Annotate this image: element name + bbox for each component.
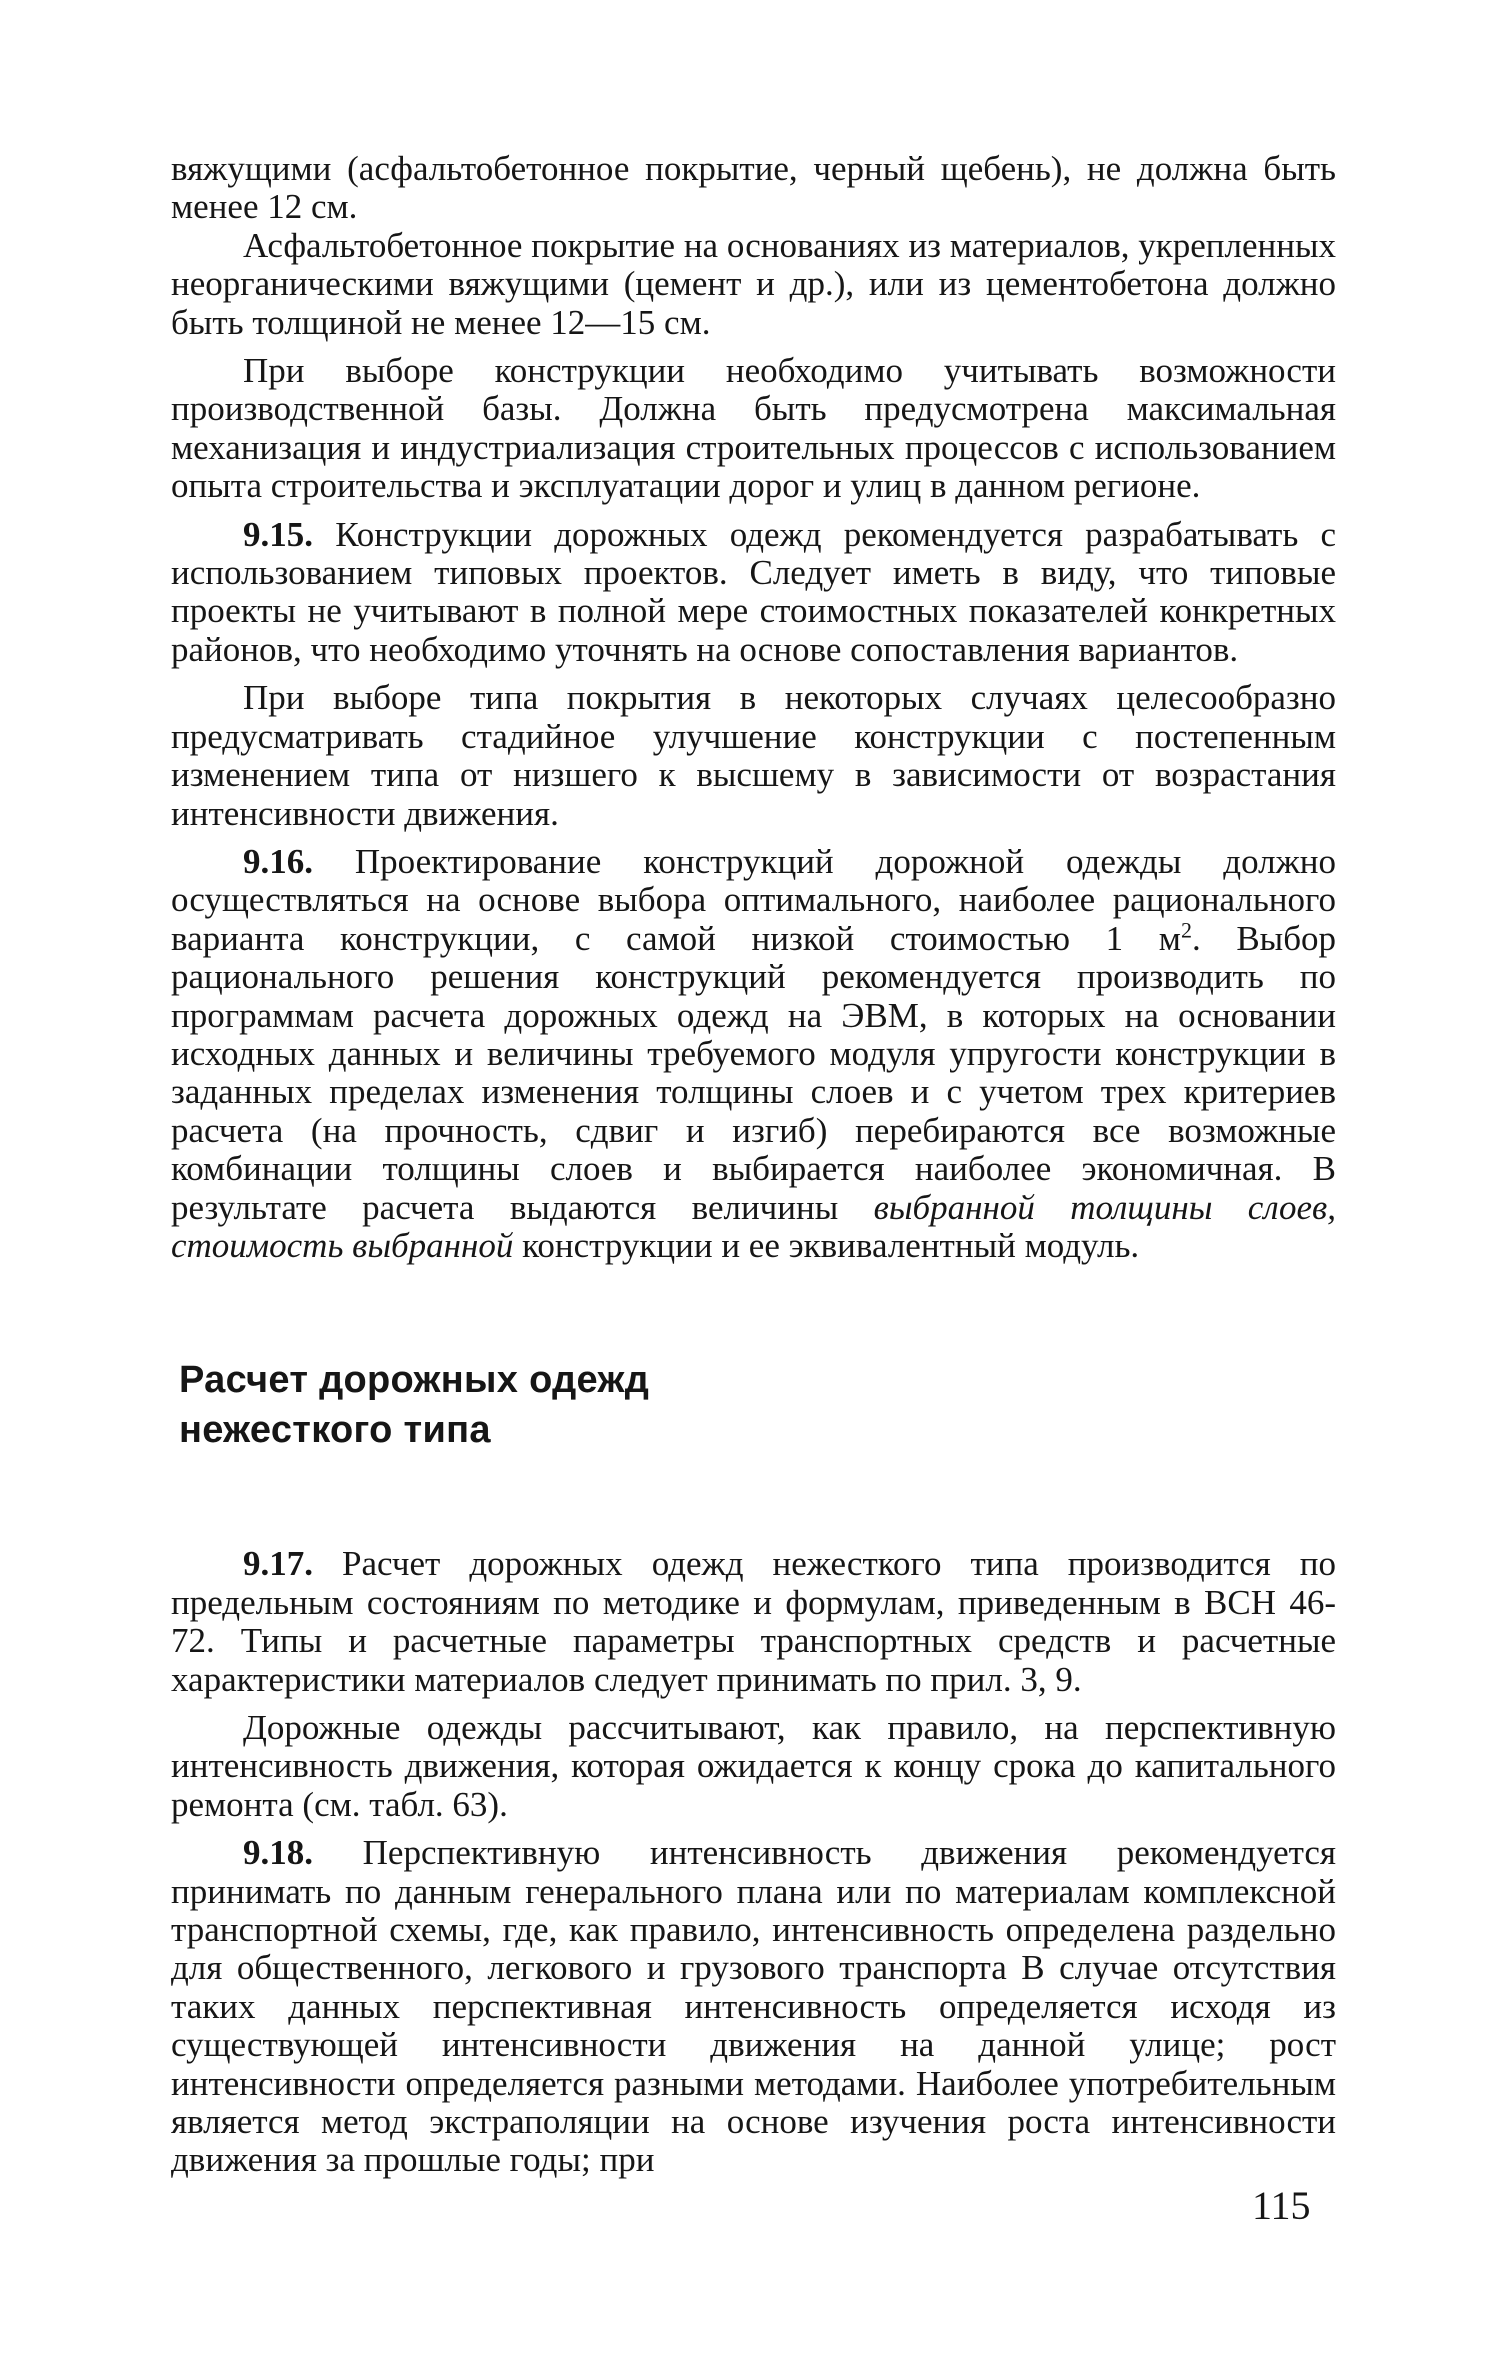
- paragraph-construction-choice: При выборе конструкции необходимо учитывать возможности производственной базы. Должна быть предусмотрена максимальная механизация и индустриализация строительных процессов с использованием опыта строительства и эксплуатации дорог и улиц в данном регионе.: [171, 351, 1336, 506]
- clause-text-9-15: Конструкции дорожных одежд рекомендуется разрабатывать с использованием типовых проектов. Следует иметь в виду, что типовые проекты не учитывают в полной мере стоимостных показателей конкретных районов, что необходимо уточнять на основе сопоставления вариантов.: [171, 514, 1336, 669]
- clause-number-9-17: 9.17.: [243, 1544, 313, 1584]
- clause-text-9-16-c: конструкции и ее эквивалентный модуль.: [522, 1225, 1140, 1265]
- paragraph-asphalt: Асфальтобетонное покрытие на основаниях из материалов, укрепленных неорганическими вяжущими (цемент и др.), или из цементобетона должно быть толщиной не менее 12—15 см.: [171, 225, 1336, 342]
- paragraph-9-18: [171, 1834, 1336, 2180]
- paragraph-9-15: [171, 516, 1336, 670]
- paragraph-9-17: [171, 1545, 1336, 1699]
- clause-text-9-18: Перспективную интенсивность движения рекомендуется принимать по данным генерального плана или по материалам комплексной транспортной схемы, где, как правило, интенсивность определена раздельно для общественного, легкового и грузового транспорта В случае отсутствия таких данных перспективная интенсивность определяется исходя из существующей интенсивности движения на данной улице; рост интенсивности определяется разными методами. Наиболее употребительным является метод экстраполяции на основе изучения роста интенсивности движения за прошлые годы; при: [171, 1833, 1337, 2180]
- clause-text-9-16-b: . Выбор рационального решения конструкций рекомендуется производить по программам расчета дорожных одежд на ЭВМ, в которых на основании исходных данных и величины требуемого модуля упругости конструкции в заданных пределах изменения толщины слоев и с учетом трех критериев расчета (на прочность, сдвиг и изгиб) перебираются все возможные комбинации толщины слоев и выбирается наиболее экономичная. В результате расчета выдаются величины: [171, 918, 1336, 1227]
- clause-text-9-17: Расчет дорожных одежд нежесткого типа производится по предельным состояниям по методике и формулам, приведенным в ВСН 46-72. Типы и расчетные параметры транспортных средств и расчетные характеристики материалов следует принимать по прил. 3, 9.: [171, 1544, 1337, 1699]
- clause-text-9-16-a: Проектирование конструкций дорожной одежды должно осуществляться на основе выбора оптимального, наиболее рационального варианта конструкции, с самой низкой стоимостью 1 м: [171, 841, 1336, 958]
- page-number: 115: [1252, 2183, 1311, 2228]
- paragraph-coating-type: При выборе типа покрытия в некоторых случаях целесообразно предусматривать стадийное улучшение конструкции с постепенным изменением типа от низшего к высшему в зависимости от возрастания интенсивности движения.: [171, 678, 1336, 833]
- superscript-2: 2: [1180, 917, 1192, 943]
- paragraph-9-16: [171, 843, 1336, 1265]
- clause-number-9-15: 9.15.: [243, 514, 313, 554]
- section-heading-line-2: нежесткого типа: [179, 1409, 491, 1452]
- section-heading-line-1: Расчет дорожных одежд: [179, 1359, 650, 1402]
- paragraph-perspective-intensity: Дорожные одежды рассчитывают, как правило, на перспективную интенсивность движения, которая ожидается к концу срока до капитального ремонта (см. табл. 63).: [171, 1708, 1336, 1824]
- clause-number-9-16: 9.16.: [243, 841, 313, 881]
- page-body: [171, 150, 1336, 2180]
- section-heading: [179, 1355, 1336, 1455]
- paragraph-continuation: вяжущими (асфальтобетонное покрытие, черный щебень), не должна быть менее 12 см.: [171, 149, 1336, 227]
- clause-text-9-16-italic: выбранной толщины слоев, стоимость выбранной: [171, 1187, 1336, 1265]
- clause-number-9-18: 9.18.: [243, 1833, 313, 1873]
